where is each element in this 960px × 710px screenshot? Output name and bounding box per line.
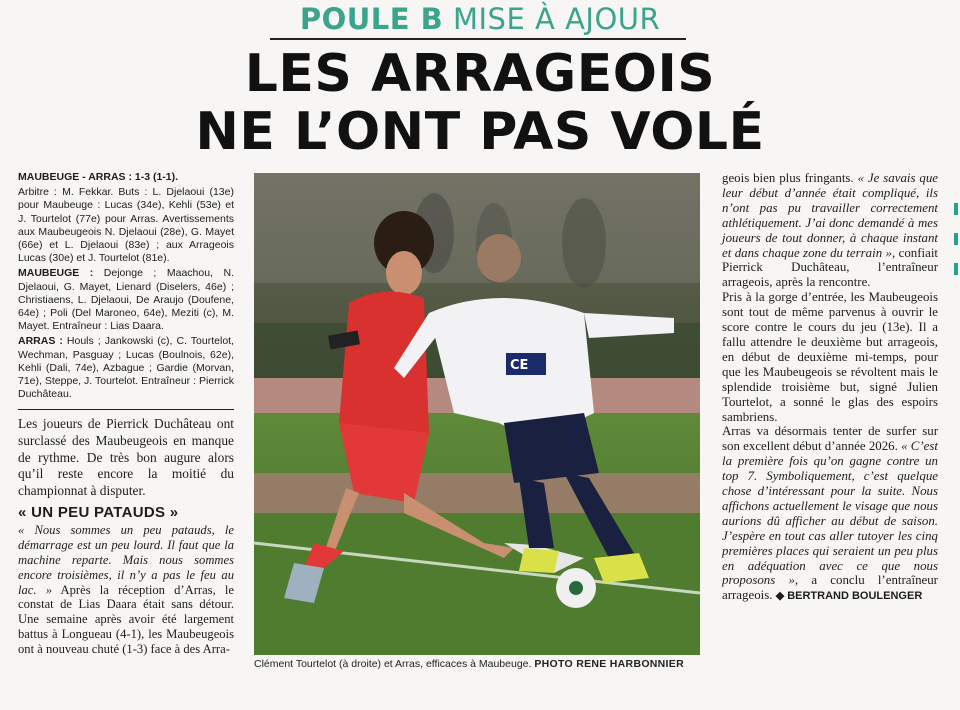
lead-paragraph: Les joueurs de Pierrick Duchâteau ont surclassé des Maubeugeois en manque de rythme. De très bon augure alors qu’il reste encore la moitié du championnat à disputer. [18,416,234,498]
article-author: ◆ BERTRAND BOULENGER [775,590,923,603]
col3-p3-quote: « C’est la première fois qu’on gagne contre un top 7. Symboliquement, c’est quelque chose d’intéressant pour la suite. Nous affichons actuellement le visage que nous aurions dû afficher au début de saison. J’espère en tout cas aller tutoyer les cinq premières places qui seraient un peu plus en adéquation avec ce que nous proposons » [722,439,938,588]
photo-caption [254,658,724,670]
col1-quote: « Nous sommes un peu patauds, le démarrage est un peu lourd. Il faut que la machine reparte. Mais nous sommes encore troisièmes, il n’y a pas le feu au lac. » [18,523,234,597]
col3-p1-text: geois bien plus fringants. [722,171,858,185]
match-factbox [18,171,234,410]
adjacent-page-edge [950,200,960,360]
col3-paragraph-2: Pris à la gorge d’entrée, les Maubeugeois sont tout de même parvenus à ouvrir le score contre le cours du jeu (13e). Il a fallu attendre le deuxième but arrageois, en début de deuxième mi-temps, pour que les Maubeugeois se révoltent mais le splendide troisième but, signé Julien Tourtelot, a sonné le glas des espoirs sambriens. [722,290,938,424]
arras-label: ARRAS : [18,335,63,348]
match-officials: Arbitre : M. Fekkar. Buts : L. Djelaoui (13e) pour Maubeuge : Lucas (34e), Kehli (53e) et J. Tourtelot (77e) pour Arras. Avertissements aux Maubeugeois N. Djelaoui (28e), G. Mayet (66e) et L. Djelaoui (83e) ; aux Arrageois Lucas (30e) et J. Tourtelot (81e). [18,186,234,265]
edge-mark [954,233,958,245]
col1-body [18,523,234,656]
match-photo-illustration [254,173,700,655]
left-column [18,171,234,657]
subheading: « UN PEU PATAUDS » [18,504,179,522]
kicker-bold: POULE B [299,2,444,36]
right-column [722,171,938,604]
maubeuge-label: MAUBEUGE : [18,267,94,280]
col3-paragraph-1 [722,171,938,290]
col3-paragraph-3 [722,424,938,604]
headline-line-2: NE L’ONT PAS VOLÉ [195,102,765,162]
arras-lineup: Houls ; Jankowski (c), C. Tourtelot, Wechman, Pasguay ; Lucas (Boulnois, 62e), Kehli (Dali, 74e), Azbague ; Gardie (Morvan, 71e), Steppe, J. Tourtelot. Entraîneur : Pierrick Duchâteau. [18,335,234,401]
match-score: MAUBEUGE - ARRAS : 1-3 (1-1). [18,171,179,183]
jersey-sponsor: CE [510,358,529,373]
col3-p3-end: , a conclu l’entraîneur arrageois. [722,573,938,603]
edge-mark [954,263,958,275]
col3-p1-end: , confiait Pierrick Duchâteau, l’entraîneur arrageois, après la rencontre. [722,245,938,290]
maubeuge-lineup: Dejonge ; Maachou, N. Djelaoui, G. Mayet, Lienard (Diselers, 46e) ; Christiaens, L. Djelaoui, De Araujo (Doufene, 64e) ; Poli (Del Maroneo, 64e), Meziti (c), M. Mayet. Entraîneur : Lias Daara. [18,267,234,333]
photo-credit: PHOTO RENE HARBONNIER [534,658,684,670]
headline-line-1: LES ARRAGEOIS [244,44,716,104]
kicker-light: MISE À AJOUR [452,2,661,36]
edge-mark [954,203,958,215]
col3-p1-quote: « Je savais que leur début d’année était compliqué, ils n’ont pas pu travailler correctement athlétiquement. J’ai donc demandé à mes joueurs de tout donner, à chaque instant et dans chaque zone du terrain » [722,171,938,260]
caption-text: Clément Tourtelot (à droite) et Arras, efficaces à Maubeuge. [254,658,535,670]
kicker-underline [270,38,686,40]
col3-p3-text: Arras va désormais tenter de surfer sur son excellent début d’année 2026. [722,424,938,454]
section-kicker [0,2,960,36]
match-photo [254,173,700,655]
col1-text: Après la réception d’Arras, le constat de Lias Daara était sans détour. Une semaine après avoir été largement battus à Longueau (4-1), les Maubeugeois ont à nouveau chuté (1-3) face à des Arra- [18,582,235,656]
